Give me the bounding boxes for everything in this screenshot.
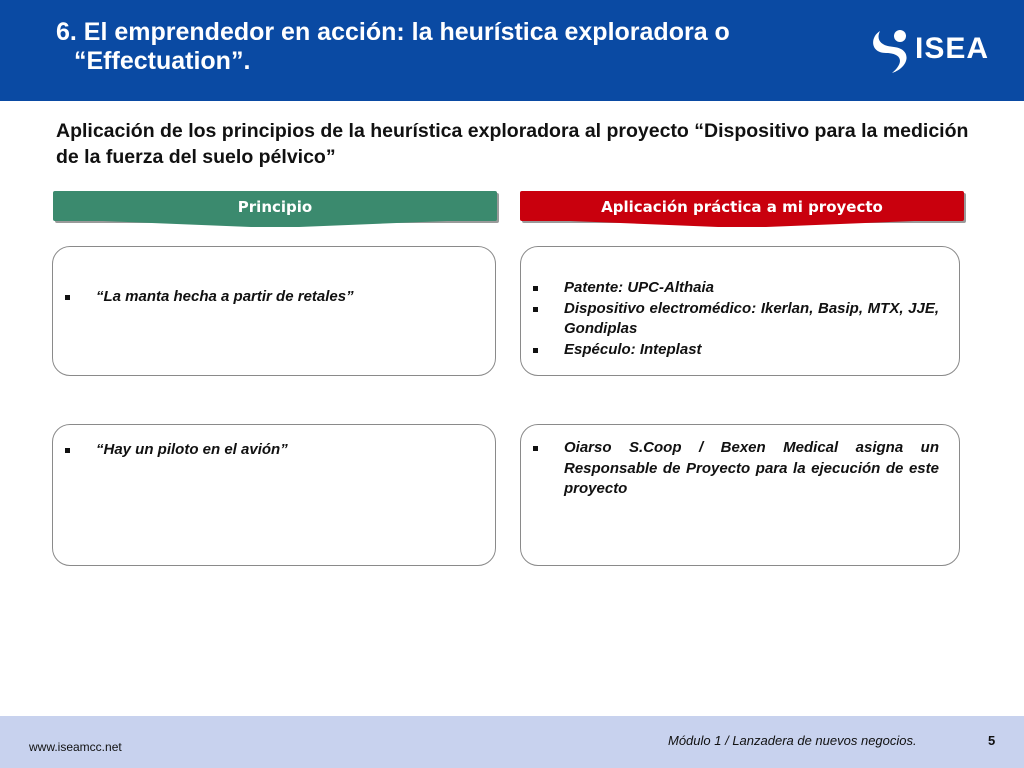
application-box-2 xyxy=(520,424,960,566)
header-bar xyxy=(0,0,1024,101)
list-item: Patente: UPC-Althaia xyxy=(521,278,939,299)
list-item: Espéculo: Inteplast xyxy=(521,340,939,361)
application-box-1 xyxy=(520,246,960,376)
list-item: Dispositivo electromédico: Ikerlan, Basip, MTX, JJE, Gondiplas xyxy=(521,299,939,340)
application-column-header xyxy=(520,191,964,221)
principle-list-1 xyxy=(53,287,473,308)
footer-url-link[interactable]: www.iseamcc.net xyxy=(29,740,122,754)
principle-header-notch xyxy=(53,219,497,227)
slide-title xyxy=(56,18,846,76)
list-item: Oiarso S.Coop / Bexen Medical asigna un Responsable de Proyecto para la ejecución de este proyecto xyxy=(521,438,939,500)
list-item: “La manta hecha a partir de retales” xyxy=(53,287,473,308)
principle-box-2 xyxy=(52,424,496,566)
principle-column-header xyxy=(53,191,497,221)
subtitle: Aplicación de los principios de la heurística exploradora al proyecto “Dispositivo para la medición de la fuerza del suelo pélvico” xyxy=(56,120,969,168)
footer-module-text: Módulo 1 / Lanzadera de nuevos negocios. xyxy=(668,733,917,748)
list-item: “Hay un piloto en el avión” xyxy=(53,440,473,461)
logo-text: ISEA xyxy=(915,32,990,65)
principle-list-2 xyxy=(53,440,473,461)
application-header-notch xyxy=(520,219,964,227)
application-list-1 xyxy=(521,278,939,360)
application-list-2 xyxy=(521,438,939,500)
application-header-label: Aplicación práctica a mi proyecto xyxy=(601,198,883,216)
slide-title-line1: 6. El emprendedor en acción: la heurística exploradora o xyxy=(56,18,730,46)
isea-logo-icon xyxy=(866,27,914,77)
principle-header-label: Principio xyxy=(237,198,313,216)
page-number: 5 xyxy=(988,733,996,748)
isea-logo xyxy=(866,27,996,77)
footer-bar xyxy=(0,716,1024,768)
principle-box-1 xyxy=(52,246,496,376)
slide-title-line2: “Effectuation”. xyxy=(74,47,251,75)
